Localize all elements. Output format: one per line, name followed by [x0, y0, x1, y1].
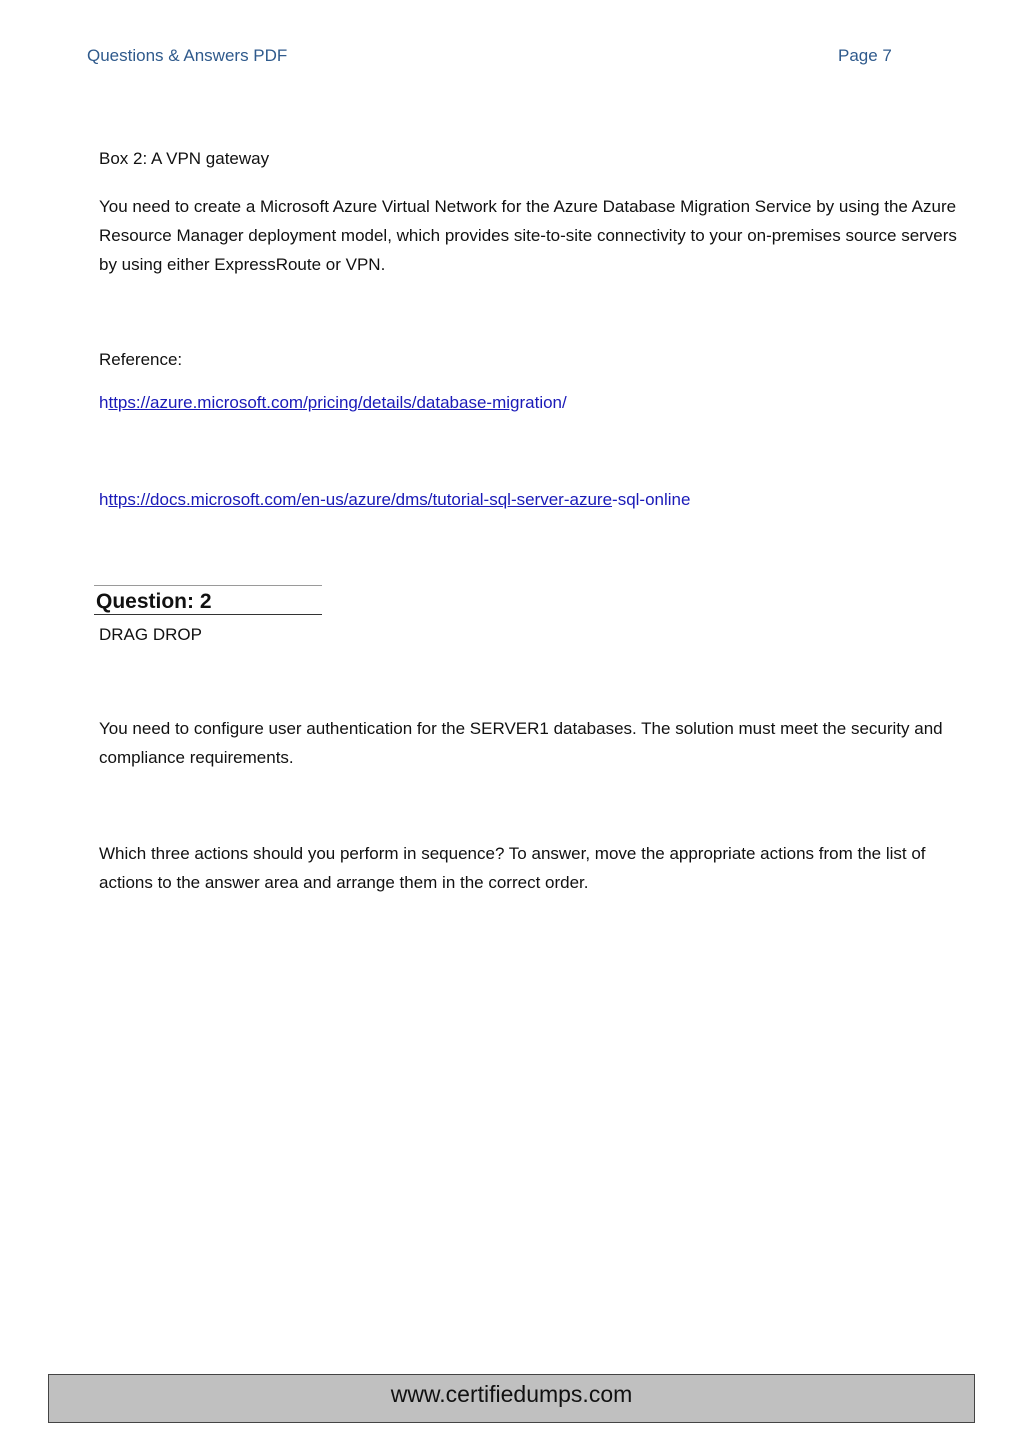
reference-link-1-prefix: h — [99, 393, 109, 412]
answer-explanation: You need to create a Microsoft Azure Virtual Network for the Azure Database Migration Service by using the Azure Resource Manager deployment model, which provides site-to-site connectivity to your on-premises source servers by using either ExpressRoute or VPN. — [99, 197, 957, 274]
reference-link-1[interactable] — [99, 393, 567, 413]
header-title: Questions & Answers PDF — [87, 46, 288, 65]
question-type: DRAG DROP — [99, 625, 202, 644]
reference-link-2[interactable] — [99, 490, 690, 510]
reference-link-2-suffix: -sql-online — [612, 490, 691, 509]
reference-link-1-url[interactable]: ttps://azure.microsoft.com/pricing/details/database-mig — [108, 393, 520, 412]
reference-link-2-url[interactable]: ttps://docs.microsoft.com/en-us/azure/dms/tutorial-sql-server-azure — [108, 490, 613, 509]
page-number: Page 7 — [838, 46, 892, 65]
reference-label: Reference: — [99, 350, 183, 369]
question-instruction: Which three actions should you perform in sequence? To answer, move the appropriate actions from the list of actions to the answer area and arrange them in the correct order. — [99, 844, 926, 892]
question-divider-top — [94, 585, 322, 586]
footer-banner — [48, 1374, 975, 1423]
question-statement: You need to configure user authentication for the SERVER1 databases. The solution must meet the security and compliance requirements. — [99, 719, 943, 767]
question-heading: Question: 2 — [96, 590, 212, 613]
reference-link-2-prefix: h — [99, 490, 109, 509]
question-divider-bottom — [94, 614, 322, 615]
answer-box2: Box 2: A VPN gateway — [99, 149, 270, 168]
reference-link-1-suffix: ration/ — [519, 393, 567, 412]
footer-site: www.certifiedumps.com — [390, 1381, 633, 1407]
